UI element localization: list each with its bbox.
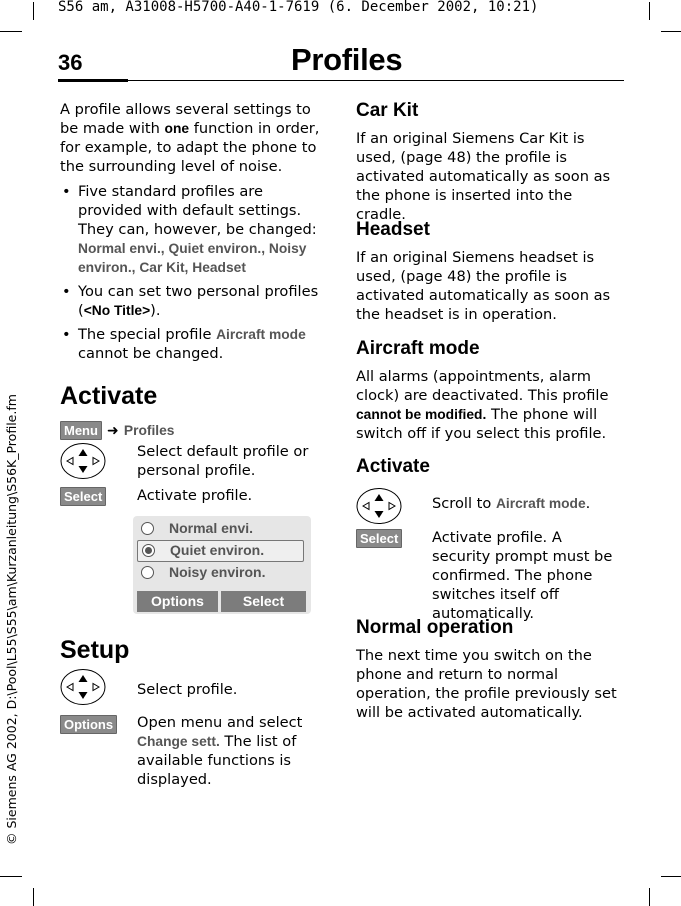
profile-option-selected[interactable] [137,540,304,562]
aircraft-text: All alarms (appointments, alarm clock) are deactivated. This profile [356,368,609,404]
change-sett-name: Change sett. [137,734,220,749]
setup-step-2-text: Open menu and select [137,714,303,731]
activate-step-2: Activate profile. [137,487,253,504]
aircraft-bold: cannot be modified. [356,407,487,422]
header-rule [58,80,624,81]
softkey-options[interactable]: Options [137,591,218,612]
crop-mark [649,888,650,906]
aircraft-step-1-text: Scroll to [432,495,496,512]
bullet-text-end: cannot be changed. [78,345,224,362]
profile-names: Normal envi., Quiet environ., Noisy environ., Car Kit, Headset [78,241,307,275]
headset-heading: Headset [356,219,430,240]
aircraft-step-1 [432,494,590,513]
navigation-key-icon [60,442,106,480]
crop-mark [33,888,34,906]
list-item [60,182,326,277]
normal-operation-heading: Normal operation [356,617,514,638]
crop-mark [0,876,22,877]
aircraft-mode-text [356,367,622,443]
setup-step-1: Select profile. [137,681,238,698]
phone-screen [133,516,311,614]
activate-heading: Activate [60,382,158,410]
aircraft-mode-name: Aircraft mode [216,327,306,342]
setup-step-2 [137,713,323,789]
setup-step-2-end: The list of available functions is displayed. [137,733,297,788]
menu-path-profiles: Profiles [123,423,175,438]
aircraft-text-end: The phone will switch off if you select this profile. [356,406,607,442]
setup-heading: Setup [60,636,130,664]
list-item [60,282,326,320]
select-key: Select [60,487,106,506]
options-key: Options [60,715,117,734]
headset-text: If an original Siemens headset is used, (page 48) the profile is activated automatically as soon as the headset is in operation. [356,249,611,323]
aircraft-mode-heading: Aircraft mode [356,338,480,359]
crop-mark [33,2,34,20]
intro-text-end: function in order, for example, to adapt the phone to the surrounding level of noise. [60,120,320,175]
car-kit-text: If an original Siemens Car Kit is used, (page 48) the profile is activated automatically as soon as the phone is inserted into the cradle. [356,130,611,223]
arrow-icon: ➜ [107,423,119,439]
navigation-key-icon [60,668,106,706]
menu-key: Menu [60,421,102,440]
profile-option-label: Noisy environ. [169,564,266,580]
activate-aircraft-heading: Activate [356,456,430,477]
select-key: Select [356,529,402,548]
crop-mark [0,31,22,32]
intro-text: A profile allows several settings to be made with [60,101,311,137]
intro-bold: one [164,121,190,136]
aircraft-mode-name: Aircraft mode [495,496,586,511]
menu-path [60,420,174,440]
crop-mark [661,876,681,877]
bullet-text: Five standard profiles are provided with default settings. They can, however, be changed: [78,183,317,238]
bullet-text-end: ). [150,302,161,319]
page-number: 36 [58,50,83,75]
radio-selected-icon [142,544,155,557]
radio-icon [141,566,154,579]
list-item [60,325,326,363]
crop-mark [661,31,681,32]
page-title: Profiles [291,42,403,77]
activate-step-1: Select default profile or personal profile. [137,443,309,479]
softkey-select[interactable]: Select [221,591,306,612]
page-number-rule [58,79,128,82]
intro-paragraph [60,100,326,176]
bullet-list [60,182,326,368]
profile-option-label: Quiet environ. [170,542,265,558]
crop-mark [649,2,650,20]
running-head: S56 am, A31008-H5700-A40-1-7619 (6. December 2002, 10:21) [58,0,539,15]
car-kit-heading: Car Kit [356,100,419,121]
bullet-text: You can set two personal profiles ( [78,283,319,319]
bullet-text: The special profile [78,326,217,343]
profile-option[interactable] [137,519,302,539]
profile-option-label: Normal envi. [169,520,254,536]
normal-operation-text: The next time you switch on the phone and return to normal operation, the profile previously set will be activated automatically. [356,647,617,721]
radio-icon [141,522,154,535]
copyright-sidebar: © Siemens AG 2002, D:\Pool\L55\S55\am\Kurzanleitung\S56K_Profile.fm [4,394,19,845]
navigation-key-icon [356,487,402,525]
no-title-name: <No Title> [83,303,151,318]
aircraft-step-1-end: . [585,495,591,512]
aircraft-step-2: Activate profile. A security prompt must be confirmed. The phone switches itself off automatically. [432,529,613,622]
profile-option[interactable] [137,563,302,583]
